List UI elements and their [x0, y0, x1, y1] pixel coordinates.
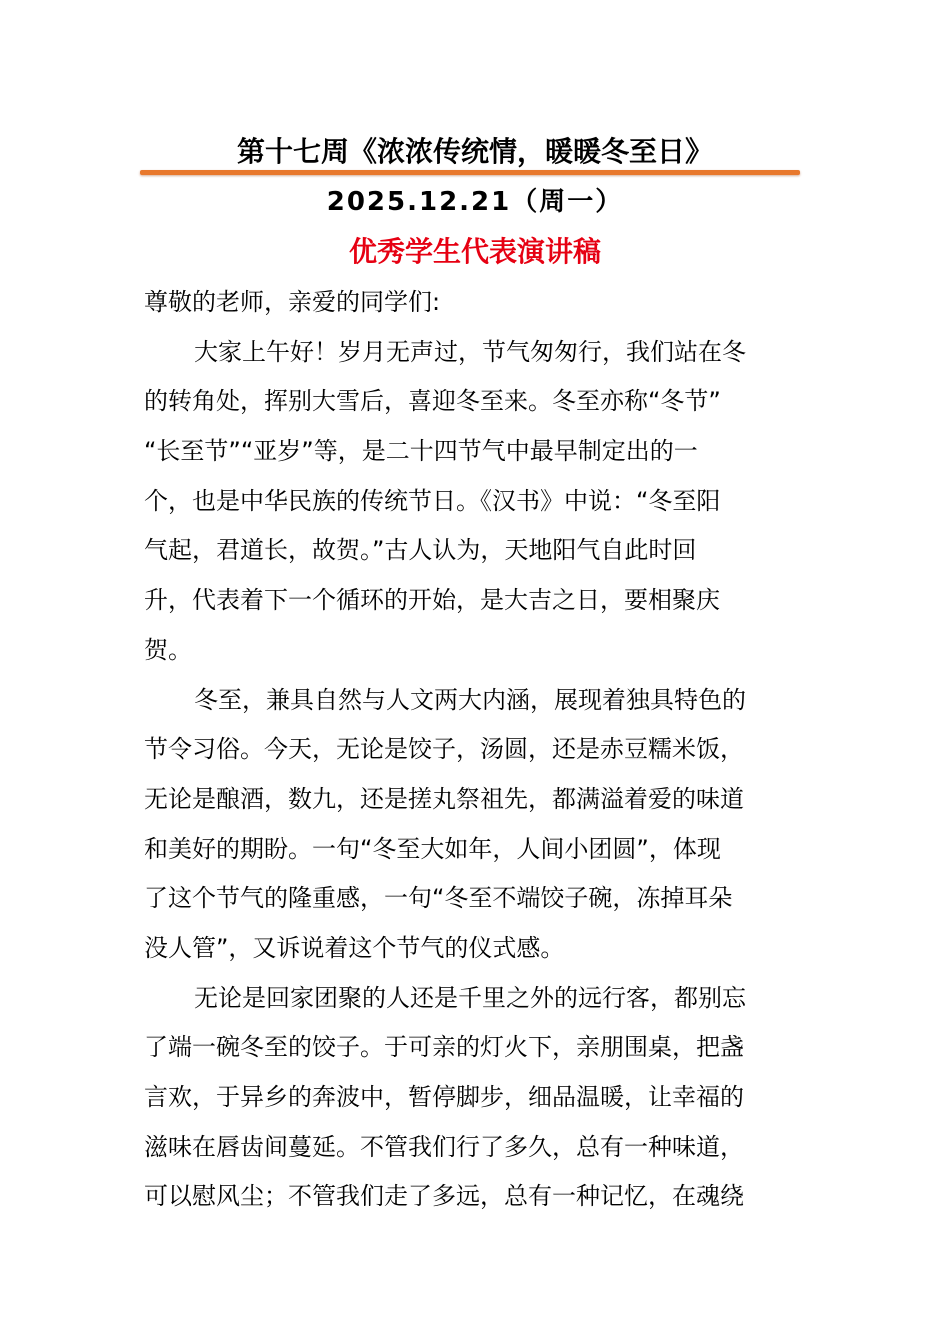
- paragraph-line: 言欢，于异乡的奔波中，暂停脚步，细品温暖，让幸福的: [144, 1083, 744, 1111]
- paragraph-line: 滋味在唇齿间蔓延。不管我们行了多久，总有一种味道，: [144, 1132, 744, 1161]
- speech-body: [144, 278, 794, 1222]
- paragraph-line: 可以慰风尘；不管我们走了多远，总有一种记忆，在魂绕: [144, 1182, 744, 1211]
- paragraph-3: [144, 974, 794, 1222]
- title-underline-divider: [140, 170, 800, 175]
- paragraph-line: 贺。: [144, 635, 192, 664]
- greeting-line: 尊敬的老师，亲爱的同学们:: [144, 288, 441, 316]
- paragraph-line: 冬至，兼具自然与人文两大内涵，展现着独具特色的: [194, 685, 746, 714]
- paragraph-line: “长至节”“亚岁”等，是二十四节气中最早制定出的一: [144, 437, 698, 466]
- paragraph-1: [144, 328, 794, 676]
- paragraph-line: 无论是回家团聚的人还是千里之外的远行客，都别忘: [194, 983, 746, 1012]
- paragraph-2: [144, 676, 794, 974]
- paragraph-line: 气起，君道长，故贺。”古人认为，天地阳气自此时回: [144, 536, 697, 565]
- document-title: 第十七周《浓浓传统情，暖暖冬至日》: [236, 135, 713, 168]
- paragraph-line: 了端一碗冬至的饺子。于可亲的灯火下，亲朋围桌，把盏: [144, 1033, 744, 1062]
- paragraph-line: 大家上午好！岁月无声过，节气匆匆行，我们站在冬: [194, 337, 746, 366]
- document-subtitle: 优秀学生代表演讲稿: [348, 235, 601, 268]
- paragraph-line: 个，也是中华民族的传统节日。《汉书》中说：“冬至阳: [144, 486, 721, 515]
- paragraph-line: 没人管”，又诉说着这个节气的仪式感。: [144, 933, 565, 962]
- paragraph-line: 节令习俗。今天，无论是饺子，汤圆，还是赤豆糯米饭，: [144, 735, 744, 764]
- paragraph-line: 了这个节气的隆重感，一句“冬至不端饺子碗，冻掉耳朵: [144, 884, 733, 913]
- document-date: 2025.12.21（周一）: [326, 187, 624, 217]
- paragraph-line: 和美好的期盼。一句“冬至大如年，人间小团圆”，体现: [144, 834, 721, 863]
- paragraph-line: 无论是酿酒，数九，还是搓丸祭祖先，都满溢着爱的味道: [144, 784, 744, 813]
- paragraph-line: 升，代表着下一个循环的开始，是大吉之日，要相聚庆: [144, 586, 720, 615]
- paragraph-line: 的转角处，挥别大雪后，喜迎冬至来。冬至亦称“冬节”: [144, 387, 721, 416]
